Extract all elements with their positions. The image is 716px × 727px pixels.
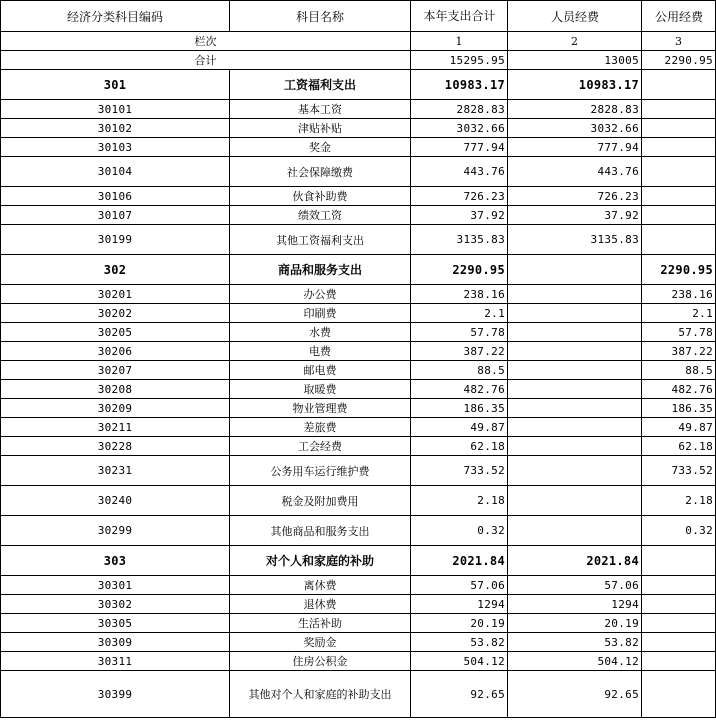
personnel-cell (508, 486, 642, 516)
total-cell: 37.92 (411, 206, 508, 225)
total-cell: 777.94 (411, 138, 508, 157)
public-cell: 57.78 (642, 323, 716, 342)
public-cell (642, 100, 716, 119)
table-row (1, 225, 716, 255)
personnel-cell: 92.65 (508, 671, 642, 718)
name-cell: 工会经费 (230, 437, 411, 456)
personnel-cell (508, 380, 642, 399)
total-cell: 186.35 (411, 399, 508, 418)
public-cell (642, 614, 716, 633)
code-cell: 30228 (1, 437, 230, 456)
table-row (1, 652, 716, 671)
header-public: 公用经费 (642, 1, 716, 32)
table-row (1, 323, 716, 342)
code-cell: 30301 (1, 576, 230, 595)
name-cell: 邮电费 (230, 361, 411, 380)
code-cell: 30103 (1, 138, 230, 157)
name-cell: 离休费 (230, 576, 411, 595)
total-cell: 92.65 (411, 671, 508, 718)
total-cell: 57.78 (411, 323, 508, 342)
public-cell (642, 652, 716, 671)
total-cell: 49.87 (411, 418, 508, 437)
table-row (1, 138, 716, 157)
column-index-row (1, 32, 716, 51)
table-row (1, 486, 716, 516)
total-cell: 2290.95 (411, 255, 508, 285)
code-cell: 30399 (1, 671, 230, 718)
personnel-cell: 53.82 (508, 633, 642, 652)
code-cell: 30199 (1, 225, 230, 255)
public-cell: 0.32 (642, 516, 716, 546)
name-cell: 工资福利支出 (230, 70, 411, 100)
code-cell: 30104 (1, 157, 230, 187)
code-cell: 30207 (1, 361, 230, 380)
personnel-cell (508, 304, 642, 323)
category-row (1, 546, 716, 576)
header-row (1, 1, 716, 32)
personnel-cell: 10983.17 (508, 70, 642, 100)
name-cell: 伙食补助费 (230, 187, 411, 206)
total-cell: 2828.83 (411, 100, 508, 119)
total-cell: 0.32 (411, 516, 508, 546)
name-cell: 住房公积金 (230, 652, 411, 671)
column-index-personnel: 2 (508, 32, 642, 51)
code-cell: 30205 (1, 323, 230, 342)
total-cell: 20.19 (411, 614, 508, 633)
name-cell: 商品和服务支出 (230, 255, 411, 285)
public-cell (642, 138, 716, 157)
sum-row (1, 51, 716, 70)
header-total: 本年支出合计 (411, 1, 508, 32)
table-row (1, 361, 716, 380)
name-cell: 津贴补贴 (230, 119, 411, 138)
personnel-cell (508, 361, 642, 380)
name-cell: 生活补助 (230, 614, 411, 633)
personnel-cell (508, 323, 642, 342)
public-cell (642, 206, 716, 225)
public-cell: 482.76 (642, 380, 716, 399)
public-cell (642, 576, 716, 595)
table-row (1, 437, 716, 456)
name-cell: 差旅费 (230, 418, 411, 437)
total-cell: 733.52 (411, 456, 508, 486)
personnel-cell (508, 285, 642, 304)
code-cell: 30240 (1, 486, 230, 516)
table-row (1, 595, 716, 614)
header-personnel: 人员经费 (508, 1, 642, 32)
name-cell: 其他对个人和家庭的补助支出 (230, 671, 411, 718)
table-row (1, 671, 716, 718)
public-cell: 2.1 (642, 304, 716, 323)
personnel-cell: 3032.66 (508, 119, 642, 138)
public-cell: 387.22 (642, 342, 716, 361)
total-cell: 2.1 (411, 304, 508, 323)
personnel-cell: 504.12 (508, 652, 642, 671)
total-cell: 726.23 (411, 187, 508, 206)
code-cell: 30311 (1, 652, 230, 671)
sum-personnel: 13005 (508, 51, 642, 70)
table-row (1, 119, 716, 138)
table-row (1, 614, 716, 633)
name-cell: 奖金 (230, 138, 411, 157)
code-cell: 30106 (1, 187, 230, 206)
name-cell: 办公费 (230, 285, 411, 304)
public-cell: 49.87 (642, 418, 716, 437)
public-cell: 88.5 (642, 361, 716, 380)
public-cell (642, 225, 716, 255)
code-cell: 30107 (1, 206, 230, 225)
code-cell: 30202 (1, 304, 230, 323)
code-cell: 30209 (1, 399, 230, 418)
total-cell: 504.12 (411, 652, 508, 671)
public-cell: 186.35 (642, 399, 716, 418)
name-cell: 社会保障缴费 (230, 157, 411, 187)
personnel-cell (508, 437, 642, 456)
total-cell: 1294 (411, 595, 508, 614)
table-row (1, 304, 716, 323)
table-row (1, 576, 716, 595)
code-cell: 301 (1, 70, 230, 100)
personnel-cell: 20.19 (508, 614, 642, 633)
category-row (1, 255, 716, 285)
public-cell: 733.52 (642, 456, 716, 486)
category-row (1, 70, 716, 100)
table-row (1, 157, 716, 187)
table-row (1, 399, 716, 418)
public-cell (642, 187, 716, 206)
personnel-cell (508, 516, 642, 546)
public-cell (642, 671, 716, 718)
table-row (1, 456, 716, 486)
table-row (1, 516, 716, 546)
header-name: 科目名称 (230, 1, 411, 32)
personnel-cell: 37.92 (508, 206, 642, 225)
total-cell: 387.22 (411, 342, 508, 361)
code-cell: 30101 (1, 100, 230, 119)
personnel-cell: 726.23 (508, 187, 642, 206)
code-cell: 302 (1, 255, 230, 285)
code-cell: 30201 (1, 285, 230, 304)
code-cell: 30302 (1, 595, 230, 614)
table-row (1, 633, 716, 652)
name-cell: 其他商品和服务支出 (230, 516, 411, 546)
personnel-cell (508, 456, 642, 486)
total-cell: 10983.17 (411, 70, 508, 100)
public-cell (642, 546, 716, 576)
name-cell: 基本工资 (230, 100, 411, 119)
personnel-cell: 2021.84 (508, 546, 642, 576)
table-row (1, 187, 716, 206)
personnel-cell: 1294 (508, 595, 642, 614)
name-cell: 取暖费 (230, 380, 411, 399)
personnel-cell (508, 399, 642, 418)
code-cell: 30299 (1, 516, 230, 546)
code-cell: 30102 (1, 119, 230, 138)
code-cell: 30211 (1, 418, 230, 437)
public-cell (642, 157, 716, 187)
sum-label: 合计 (1, 51, 411, 70)
table-row (1, 342, 716, 361)
personnel-cell: 777.94 (508, 138, 642, 157)
name-cell: 绩效工资 (230, 206, 411, 225)
name-cell: 印刷费 (230, 304, 411, 323)
code-cell: 30231 (1, 456, 230, 486)
sum-total: 15295.95 (411, 51, 508, 70)
sum-public: 2290.95 (642, 51, 716, 70)
total-cell: 3135.83 (411, 225, 508, 255)
total-cell: 57.06 (411, 576, 508, 595)
table-row (1, 100, 716, 119)
total-cell: 2021.84 (411, 546, 508, 576)
public-cell: 2290.95 (642, 255, 716, 285)
public-cell: 2.18 (642, 486, 716, 516)
total-cell: 443.76 (411, 157, 508, 187)
public-cell (642, 119, 716, 138)
public-cell (642, 595, 716, 614)
name-cell: 退休费 (230, 595, 411, 614)
total-cell: 238.16 (411, 285, 508, 304)
name-cell: 水费 (230, 323, 411, 342)
name-cell: 对个人和家庭的补助 (230, 546, 411, 576)
total-cell: 53.82 (411, 633, 508, 652)
public-cell: 238.16 (642, 285, 716, 304)
total-cell: 2.18 (411, 486, 508, 516)
public-cell (642, 70, 716, 100)
table-row (1, 285, 716, 304)
code-cell: 30305 (1, 614, 230, 633)
personnel-cell: 443.76 (508, 157, 642, 187)
column-index-total: 1 (411, 32, 508, 51)
personnel-cell (508, 418, 642, 437)
code-cell: 30206 (1, 342, 230, 361)
personnel-cell: 2828.83 (508, 100, 642, 119)
total-cell: 62.18 (411, 437, 508, 456)
personnel-cell (508, 342, 642, 361)
public-cell: 62.18 (642, 437, 716, 456)
name-cell: 奖励金 (230, 633, 411, 652)
name-cell: 其他工资福利支出 (230, 225, 411, 255)
personnel-cell: 57.06 (508, 576, 642, 595)
total-cell: 88.5 (411, 361, 508, 380)
code-cell: 30309 (1, 633, 230, 652)
column-index-label: 栏次 (1, 32, 411, 51)
column-index-public: 3 (642, 32, 716, 51)
personnel-cell: 3135.83 (508, 225, 642, 255)
table-row (1, 418, 716, 437)
name-cell: 电费 (230, 342, 411, 361)
code-cell: 303 (1, 546, 230, 576)
name-cell: 税金及附加费用 (230, 486, 411, 516)
code-cell: 30208 (1, 380, 230, 399)
table-row (1, 206, 716, 225)
name-cell: 物业管理费 (230, 399, 411, 418)
total-cell: 482.76 (411, 380, 508, 399)
table-row (1, 380, 716, 399)
name-cell: 公务用车运行维护费 (230, 456, 411, 486)
public-cell (642, 633, 716, 652)
header-code: 经济分类科目编码 (1, 1, 230, 32)
total-cell: 3032.66 (411, 119, 508, 138)
personnel-cell (508, 255, 642, 285)
